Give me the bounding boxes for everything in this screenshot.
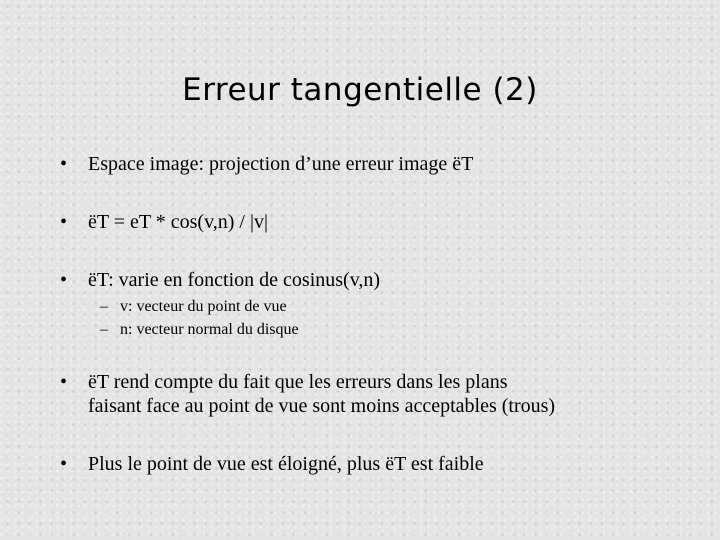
sub-bullet-text: n: vecteur normal du disque bbox=[120, 321, 299, 338]
bullet-text: ëT: varie en fonction de cosinus(v,n) bbox=[88, 269, 381, 291]
bullet-marker: • bbox=[60, 153, 68, 175]
sub-bullet-item bbox=[100, 320, 299, 340]
bullet-item bbox=[60, 268, 380, 292]
sub-bullet-item bbox=[100, 297, 287, 317]
sub-bullet-marker: – bbox=[100, 298, 108, 315]
sub-bullet-text: v: vecteur du point de vue bbox=[120, 298, 287, 315]
bullet-item bbox=[60, 370, 555, 418]
bullet-marker: • bbox=[60, 453, 68, 475]
bullet-text: ëT rend compte du fait que les erreurs dans les plans faisant face au point de vue sont moins acceptables (trous) bbox=[88, 371, 556, 417]
bullet-text: Espace image: projection d’une erreur image ëT bbox=[88, 153, 474, 175]
bullet-text: Plus le point de vue est éloigné, plus ëT est faible bbox=[88, 453, 484, 475]
bullet-text: ëT = eT * cos(v,n) / |v| bbox=[88, 211, 268, 233]
bullet-item bbox=[60, 152, 473, 176]
bullet-item bbox=[60, 452, 484, 476]
sub-bullet-marker: – bbox=[100, 321, 108, 338]
bullet-marker: • bbox=[60, 269, 68, 291]
bullet-item bbox=[60, 210, 268, 234]
bullet-marker: • bbox=[60, 211, 68, 233]
bullet-marker: • bbox=[60, 371, 68, 393]
slide-title: Erreur tangentielle (2) bbox=[182, 72, 538, 108]
